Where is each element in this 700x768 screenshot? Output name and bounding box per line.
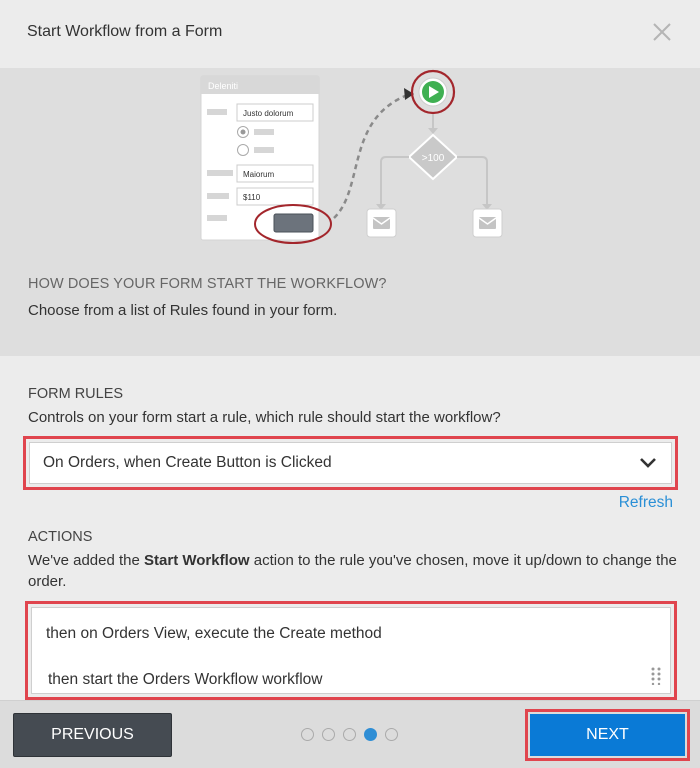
actions-list [31, 607, 671, 694]
form-rules-label: FORM RULES [28, 386, 124, 402]
actions-description-bold: Start Workflow [144, 552, 250, 569]
form-rules-description: Controls on your form start a rule, which rule should start the workflow? [28, 409, 501, 426]
step-dot[interactable] [364, 728, 377, 741]
form-field-2: Maiorum [243, 170, 275, 179]
dialog-footer [0, 700, 700, 768]
next-button[interactable]: NEXT [530, 714, 685, 756]
action-item[interactable]: then on Orders View, execute the Create method [46, 625, 382, 642]
actions-label: ACTIONS [28, 529, 93, 545]
illustration-subtitle: Choose from a list of Rules found in your form. [28, 302, 338, 319]
illustration-question: HOW DOES YOUR FORM START THE WORKFLOW? [28, 276, 387, 292]
decision-label: >100 [421, 153, 445, 164]
rule-select-value: On Orders, when Create Button is Clicked [43, 454, 332, 471]
dialog-header [0, 0, 700, 68]
chevron-down-icon[interactable] [639, 456, 657, 474]
refresh-link[interactable]: Refresh [618, 494, 673, 511]
previous-button[interactable]: PREVIOUS [13, 713, 172, 757]
rule-select-highlight [23, 436, 678, 490]
dialog-title: Start Workflow from a Form [27, 23, 223, 40]
action-item[interactable]: then start the Orders Workflow workflow [48, 671, 323, 688]
step-dot[interactable] [322, 728, 335, 741]
rule-select[interactable] [29, 442, 672, 484]
next-button-highlight [525, 709, 690, 761]
close-icon[interactable] [650, 20, 674, 44]
actions-list-highlight [25, 601, 677, 700]
form-field-3: $110 [243, 193, 261, 202]
actions-description-prefix: We've added the [28, 552, 145, 569]
form-to-workflow-diagram [0, 68, 700, 268]
step-dot[interactable] [343, 728, 356, 741]
workflow-illustration [0, 68, 700, 356]
drag-handle-icon[interactable] [651, 667, 661, 690]
step-dot[interactable] [385, 728, 398, 741]
actions-description [28, 550, 678, 592]
form-header-text: Deleniti [208, 81, 239, 91]
form-field-1: Justo dolorum [243, 109, 294, 118]
step-dot[interactable] [301, 728, 314, 741]
actions-description-suffix: action to the rule you've chosen, move it up/down to change the order. [28, 552, 677, 590]
